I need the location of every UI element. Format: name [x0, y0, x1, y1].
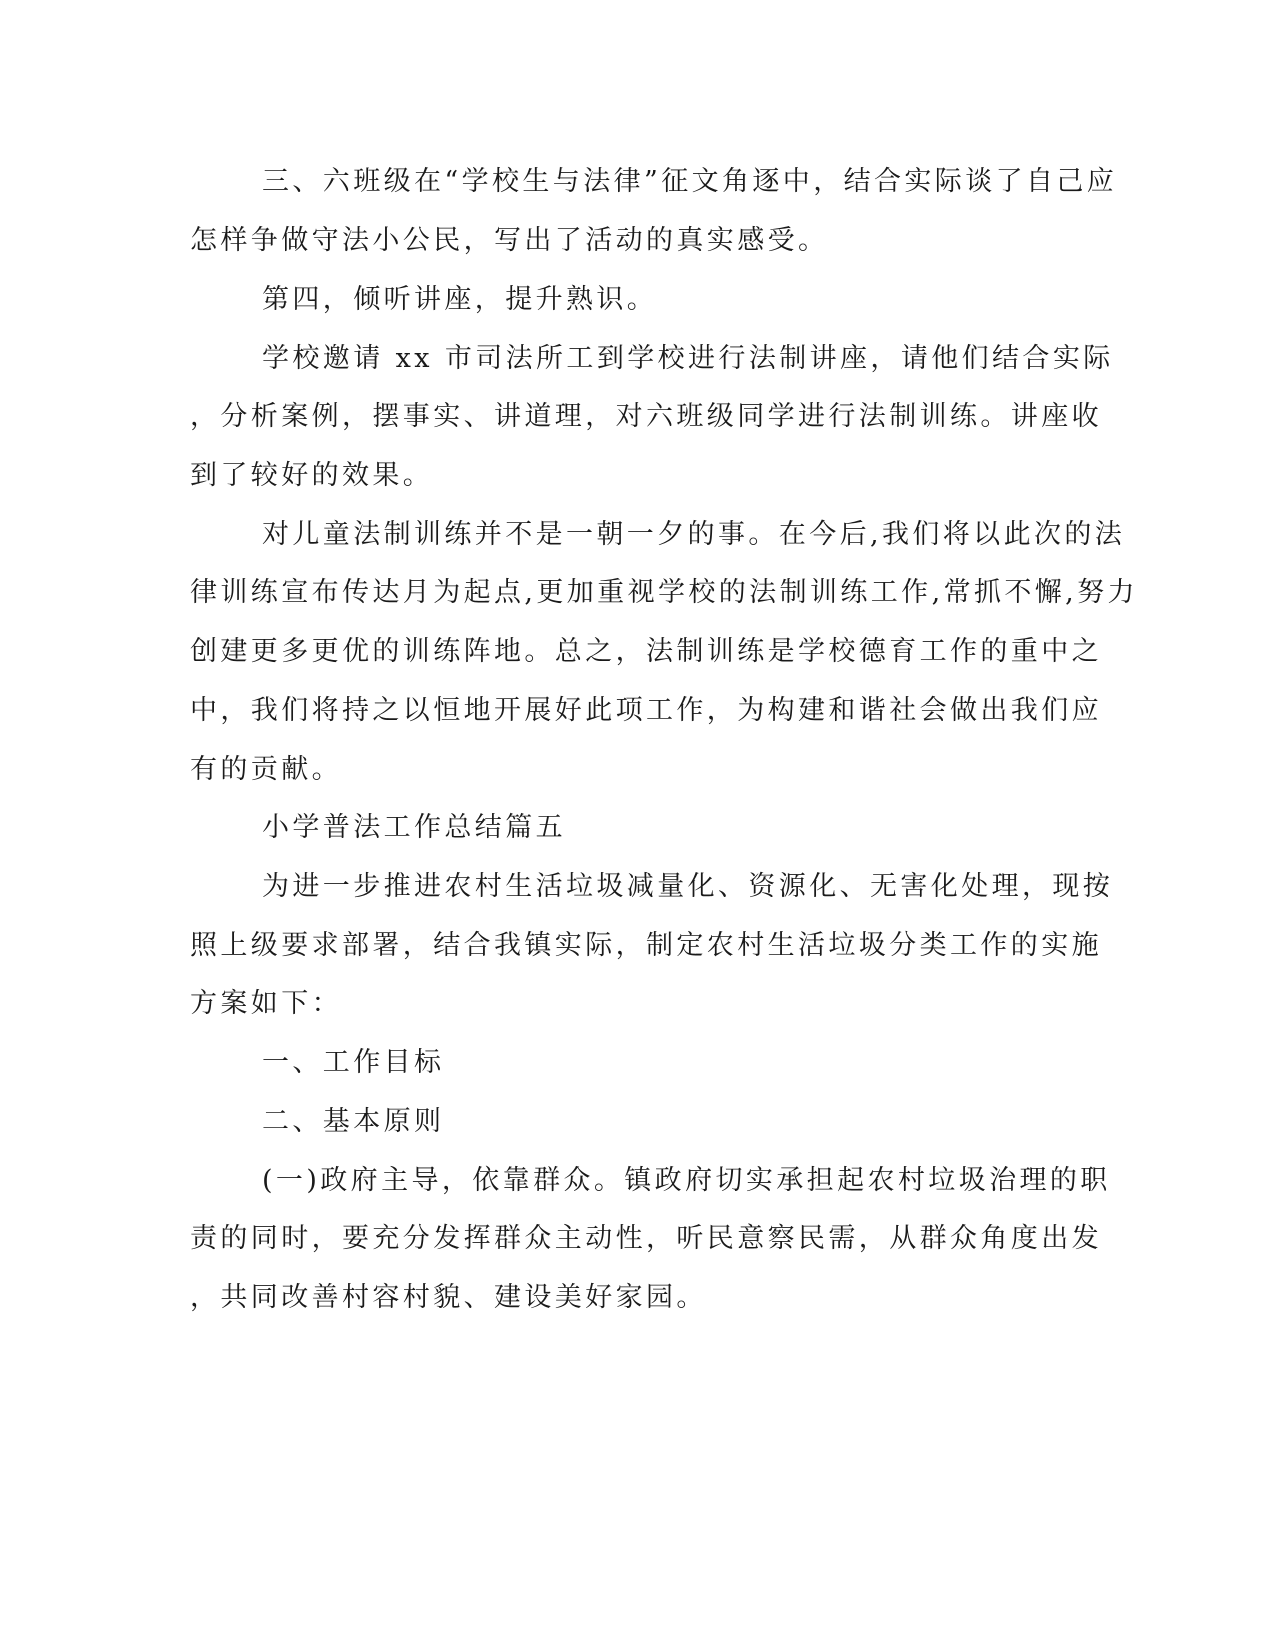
text-line: ，分析案例，摆事实、讲道理，对六班级同学进行法制训练。讲座收 — [190, 401, 1102, 432]
text-line: 到了较好的效果。 — [190, 460, 434, 491]
subheading: 一、工作目标 — [262, 1047, 445, 1078]
text-line: 照上级要求部署，结合我镇实际，制定农村生活垃圾分类工作的实施 — [190, 930, 1102, 961]
text-line: 学校邀请 xx 市司法所工到学校进行法制讲座，请他们结合实际 — [262, 343, 1114, 374]
subheading: 二、基本原则 — [262, 1106, 445, 1137]
text-line: ，共同改善村容村貌、建设美好家园。 — [190, 1282, 707, 1313]
text-line: 第四，倾听讲座，提升熟识。 — [262, 284, 658, 315]
text-line: 律训练宣布传达月为起点,更加重视学校的法制训练工作,常抓不懈,努力 — [190, 577, 1138, 608]
text-line: 三、六班级在“学校生与法律”征文角逐中，结合实际谈了自己应 — [262, 166, 1118, 197]
text-line: 怎样争做守法小公民，写出了活动的真实感受。 — [190, 225, 829, 256]
text-line: 有的贡献。 — [190, 754, 342, 785]
text-line: 责的同时，要充分发挥群众主动性，听民意察民需，从群众角度出发 — [190, 1223, 1102, 1254]
text-line: 对儿童法制训练并不是一朝一夕的事。在今后,我们将以此次的法 — [262, 519, 1126, 550]
text-line: 中，我们将持之以恒地开展好此项工作，为构建和谐社会做出我们应 — [190, 695, 1102, 726]
text-line: 为进一步推进农村生活垃圾减量化、资源化、无害化处理，现按 — [262, 871, 1114, 902]
text-line: 方案如下： — [190, 988, 342, 1019]
section-heading: 小学普法工作总结篇五 — [262, 812, 566, 843]
text-line: 创建更多更优的训练阵地。总之，法制训练是学校德育工作的重中之 — [190, 636, 1102, 667]
text-line: (一)政府主导，依靠群众。镇政府切实承担起农村垃圾治理的职 — [262, 1165, 1111, 1196]
